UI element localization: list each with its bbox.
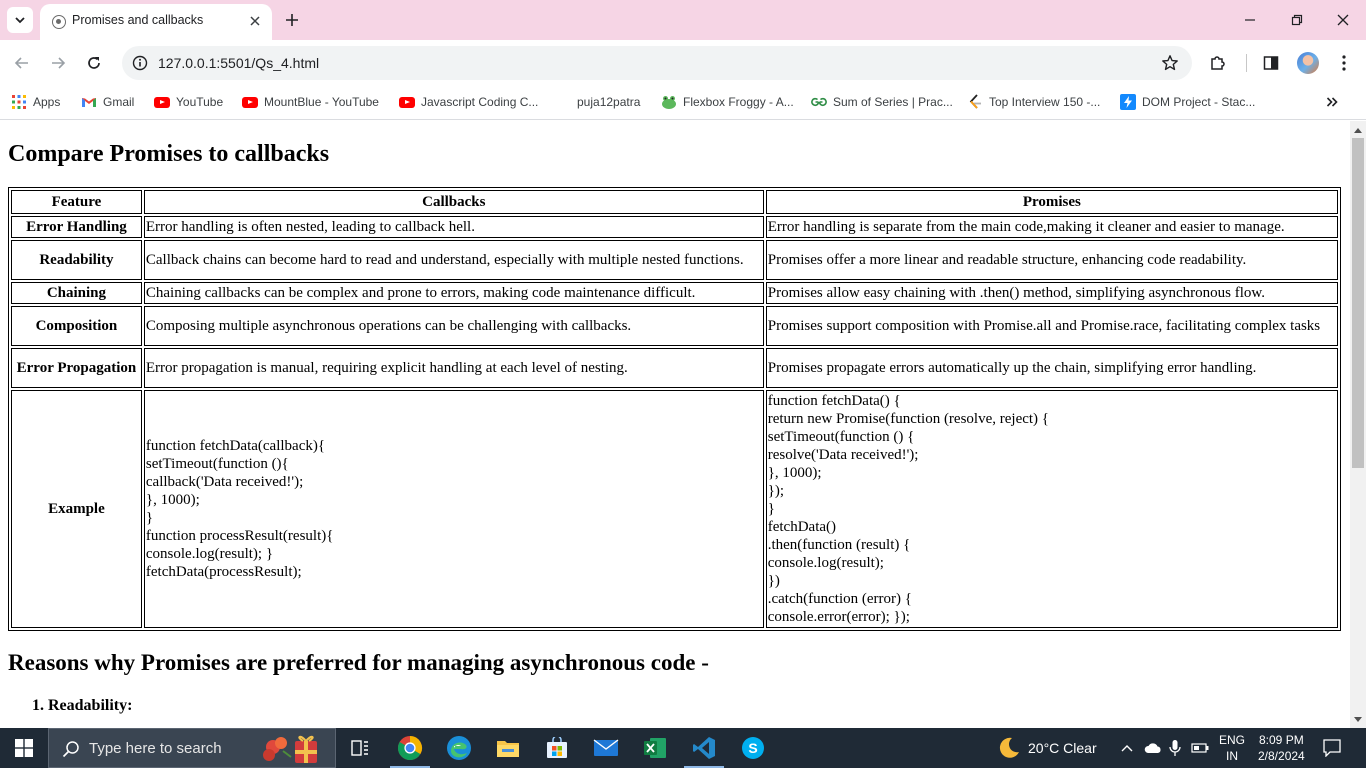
minimize-button[interactable]: [1240, 10, 1260, 30]
taskbar-search-box[interactable]: [48, 728, 336, 768]
caret-up-icon: [1354, 127, 1362, 133]
code-line: setTimeout(function (){: [145, 456, 289, 472]
reasons-list: [48, 697, 132, 715]
bookmark-label: Flexbox Froggy - A...: [683, 95, 794, 109]
taskbar-chrome[interactable]: [386, 728, 434, 768]
bookmark-mountblue-youtube[interactable]: [242, 92, 379, 112]
column-header: Feature: [11, 190, 142, 214]
youtube-icon: [154, 94, 170, 110]
minimize-icon: [1244, 14, 1256, 26]
restore-icon: [1291, 14, 1303, 26]
bookmark-label: Javascript Coding C...: [421, 95, 539, 109]
arrow-right-icon: [50, 55, 66, 71]
code-line: function processResult(result){: [145, 528, 334, 544]
bookmark-label: DOM Project - Stac...: [1142, 95, 1256, 109]
feature-cell: Error Handling: [11, 216, 142, 238]
gfg-icon: [811, 94, 827, 110]
code-line: return new Promise(function (resolve, reject) {: [767, 411, 1049, 427]
reload-icon: [86, 55, 102, 71]
table-row: [11, 216, 1338, 238]
feature-cell: Example: [11, 390, 142, 628]
table-row: [11, 306, 1338, 346]
bookmarks-overflow-button[interactable]: [1322, 92, 1342, 112]
table-row: [11, 348, 1338, 388]
bookmarks-bar: [0, 85, 1366, 120]
windows-taskbar: [0, 728, 1366, 768]
callbacks-cell: Chaining callbacks can be complex and prone to errors, making code maintenance difficult.: [144, 282, 764, 304]
chrome-icon: [397, 735, 423, 761]
onedrive-button[interactable]: [1144, 728, 1162, 768]
code-line: }, 1000);: [767, 465, 822, 481]
code-line: }, 1000);: [145, 492, 200, 508]
notification-icon: [1323, 739, 1341, 757]
search-placeholder: Type here to search: [89, 740, 222, 757]
folder-icon: [496, 738, 520, 758]
bookmark-javascript-coding[interactable]: [399, 92, 538, 112]
promises-cell: Error handling is separate from the main code,making it cleaner and easier to manage.: [766, 216, 1338, 238]
microphone-button[interactable]: [1169, 728, 1181, 768]
taskbar-file-explorer[interactable]: [484, 728, 532, 768]
bookmark-youtube[interactable]: [154, 92, 223, 112]
puzzle-icon: [1209, 54, 1227, 72]
bookmark-label: MountBlue - YouTube: [264, 95, 379, 109]
windows-logo-icon: [15, 739, 33, 757]
bookmark-flexbox-froggy[interactable]: [661, 92, 794, 112]
language-indicator[interactable]: [1219, 728, 1245, 768]
search-icon: [61, 739, 81, 759]
reasons-heading: Reasons why Promises are preferred for managing asynchronous code -: [8, 650, 709, 675]
taskbar-vscode[interactable]: [680, 728, 728, 768]
bookmark-label: Gmail: [103, 95, 135, 109]
task-view-button[interactable]: [336, 728, 384, 768]
promises-cell: Promises offer a more linear and readable structure, enhancing code readability.: [766, 240, 1338, 280]
leetcode-icon: [967, 94, 983, 110]
toolbar-separator: [1246, 54, 1247, 72]
moon-icon: [996, 735, 1022, 761]
code-line: fetchData(processResult);: [145, 564, 302, 580]
globe-icon: [52, 15, 66, 29]
excel-icon: [643, 736, 667, 760]
show-hidden-icons-button[interactable]: [1121, 728, 1133, 768]
bookmark-star-button[interactable]: [1160, 53, 1180, 73]
feature-cell: Chaining: [11, 282, 142, 304]
table-row: [11, 240, 1338, 280]
task-view-icon: [351, 740, 369, 756]
star-icon: [1161, 54, 1179, 72]
microphone-icon: [1169, 739, 1181, 757]
time-text: 8:09 PM: [1259, 733, 1304, 747]
mail-icon: [593, 739, 619, 757]
extensions-button[interactable]: [1207, 52, 1229, 74]
more-vertical-icon: [1342, 55, 1346, 71]
scrollbar-thumb[interactable]: [1352, 138, 1364, 468]
double-chevron-right-icon: [1326, 96, 1338, 108]
bookmark-label: Top Interview 150 -...: [989, 95, 1101, 109]
youtube-icon: [242, 94, 258, 110]
feature-cell: Error Propagation: [11, 348, 142, 388]
code-line: }: [767, 501, 775, 517]
browser-tab[interactable]: [40, 4, 272, 40]
close-icon: [1337, 14, 1349, 26]
chevron-up-icon: [1121, 744, 1133, 752]
page-viewport: [0, 121, 1350, 728]
bookmark-dom-project[interactable]: [1120, 92, 1255, 112]
list-item: 1. Readability:: [48, 697, 132, 715]
url-text[interactable]: 127.0.0.1:5501/Qs_4.html: [158, 55, 320, 71]
promises-cell: Promises propagate errors automatically up the chain, simplifying error handling.: [766, 348, 1338, 388]
chevron-down-icon: [14, 14, 26, 26]
notifications-button[interactable]: [1323, 728, 1341, 768]
store-icon: [545, 737, 569, 759]
caret-down-icon: [1354, 717, 1362, 723]
code-line: setTimeout(function () {: [767, 429, 915, 445]
weather-widget[interactable]: [996, 728, 1097, 768]
skype-icon: [741, 736, 765, 760]
bookmark-gmail[interactable]: [81, 92, 134, 112]
code-line: function fetchData() {: [767, 393, 901, 409]
site-info-icon[interactable]: [131, 54, 149, 72]
battery-icon: [1191, 743, 1209, 753]
close-icon: [250, 16, 260, 26]
restore-button[interactable]: [1287, 10, 1307, 30]
bookmark-label: Sum of Series | Prac...: [833, 95, 953, 109]
back-button[interactable]: [10, 51, 34, 75]
bookmark-puja12patra[interactable]: [577, 92, 640, 112]
arrow-left-icon: [14, 55, 30, 71]
start-button[interactable]: [0, 728, 48, 768]
frog-icon: [661, 94, 677, 110]
bookmark-sum-of-series[interactable]: [811, 92, 953, 112]
taskbar-mail[interactable]: [582, 728, 630, 768]
feature-cell: Composition: [11, 306, 142, 346]
region-text: IN: [1226, 749, 1238, 763]
vscode-icon: [692, 736, 716, 760]
comparison-table: [8, 187, 1341, 631]
taskbar-skype[interactable]: [729, 728, 777, 768]
code-line: resolve('Data received!');: [767, 447, 919, 463]
code-line: .then(function (result) {: [767, 537, 911, 553]
search-highlight-art-icon: [259, 733, 325, 765]
table-row-example: [11, 390, 1338, 628]
profile-avatar[interactable]: [1297, 52, 1319, 74]
gmail-icon: [81, 94, 97, 110]
taskbar-store[interactable]: [533, 728, 581, 768]
apps-grid-icon: [11, 94, 27, 110]
address-bar[interactable]: [122, 46, 1192, 80]
tab-search-button[interactable]: [7, 7, 33, 33]
code-line: console.log(result); }: [145, 546, 274, 562]
page-scrollbar[interactable]: [1350, 121, 1366, 728]
youtube-icon: [399, 94, 415, 110]
battery-button[interactable]: [1191, 728, 1209, 768]
callbacks-code-cell: [144, 390, 764, 628]
tab-close-button[interactable]: [246, 12, 264, 30]
bookmark-apps[interactable]: [11, 92, 60, 112]
feature-cell: Readability: [11, 240, 142, 280]
edge-icon: [446, 735, 472, 761]
code-line: console.error(error); });: [767, 609, 910, 625]
cloud-icon: [1144, 742, 1162, 754]
scroll-down-button[interactable]: [1350, 711, 1366, 728]
side-panel-button[interactable]: [1260, 52, 1282, 74]
page-title: Compare Promises to callbacks: [8, 141, 330, 167]
promises-cell: Promises support composition with Promise.all and Promise.race, facilitating complex tasks: [766, 306, 1338, 346]
code-line: });: [767, 483, 785, 499]
taskbar-edge[interactable]: [435, 728, 483, 768]
code-line: fetchData(): [767, 519, 837, 535]
tab-strip: [0, 0, 1366, 40]
bookmark-label: YouTube: [176, 95, 224, 109]
reload-button[interactable]: [82, 51, 106, 75]
stackblitz-icon: [1120, 94, 1136, 110]
bookmark-label: Apps: [33, 95, 61, 109]
close-window-button[interactable]: [1333, 10, 1353, 30]
plus-icon: [285, 13, 299, 27]
code-line: function fetchData(callback){: [145, 438, 326, 454]
code-line: .catch(function (error) {: [767, 591, 912, 607]
callbacks-cell: Error handling is often nested, leading to callback hell.: [144, 216, 764, 238]
clock[interactable]: [1258, 728, 1305, 768]
forward-button[interactable]: [46, 51, 70, 75]
weather-text: 20°C Clear: [1028, 740, 1097, 756]
side-panel-icon: [1263, 55, 1279, 71]
browser-toolbar: [0, 40, 1366, 85]
date-text: 2/8/2024: [1258, 749, 1305, 763]
table-row: [11, 282, 1338, 304]
code-line: callback('Data received!');: [145, 474, 304, 490]
code-line: }): [767, 573, 780, 589]
language-text: ENG: [1219, 733, 1246, 747]
promises-cell: Promises allow easy chaining with .then() method, simplifying asynchronous flow.: [766, 282, 1338, 304]
callbacks-cell: Composing multiple asynchronous operations can be challenging with callbacks.: [144, 306, 764, 346]
code-line: console.log(result);: [767, 555, 884, 571]
callbacks-cell: Error propagation is manual, requiring explicit handling at each level of nesting.: [144, 348, 764, 388]
svg-text:S: S: [748, 740, 758, 756]
promises-code-cell: [766, 390, 1338, 628]
column-header: Callbacks: [144, 190, 764, 214]
callbacks-cell: Callback chains can become hard to read and understand, especially with multiple nested functions.: [144, 240, 764, 280]
scroll-up-button[interactable]: [1350, 121, 1366, 138]
table-header-row: [11, 190, 1338, 214]
new-tab-button[interactable]: [282, 10, 302, 30]
taskbar-excel[interactable]: [631, 728, 679, 768]
bookmark-top-interview[interactable]: [967, 92, 1100, 112]
browser-menu-button[interactable]: [1333, 52, 1355, 74]
tab-title: Promises and callbacks: [72, 13, 204, 27]
code-line: }: [145, 510, 154, 526]
bookmark-label: puja12patra: [577, 95, 641, 109]
column-header: Promises: [766, 190, 1338, 214]
